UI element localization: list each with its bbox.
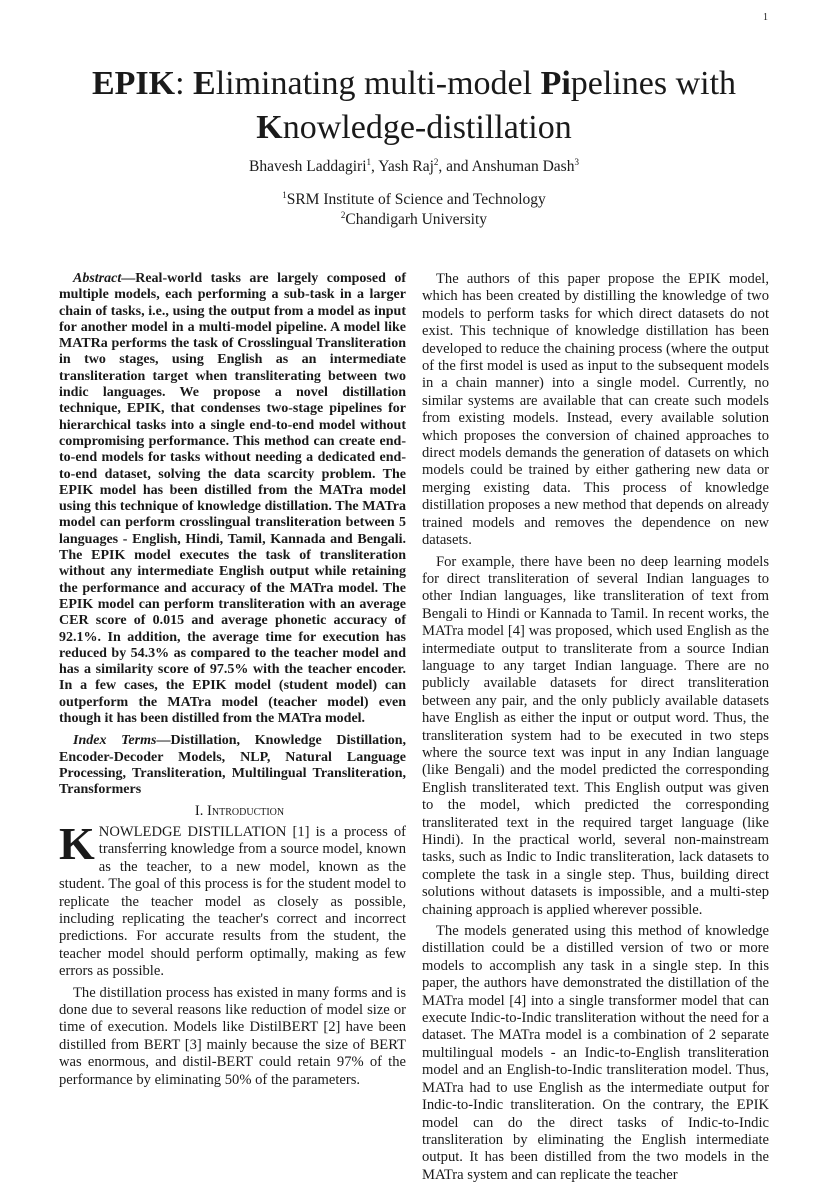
intro-paragraph: The models generated using this method of knowledge distillation could be a distilled version of two or more models to accomplish any task in a single step. In this paper, the authors have demonstrated the distillation of the MATra model [4] into a single transformer model that can execute Indic-to-Indic transliteration without the need for a dataset. The MATra model is a combination of 2 separate multilingual models - an Indic-to-English transliteration model and an English-to-Indic transliteration model. Thus, MATra had to use English as the intermediate output for Indic-to-Indic transliteration. On the contrary, the EPIK model can do the direct tasks of Indic-to-Indic transliteration by eliminating the English intermediate output. It has been distilled from the two models in the MATra system and can replicate the teacher [422, 923, 769, 1183]
affiliation-mark: 2 [340, 209, 346, 220]
title-part: E [193, 65, 216, 102]
intro-paragraph-text: NOWLEDGE DISTILLATION [1] is a process of transferring knowledge from a source model, known as the teacher, to a new model, known as the student. The goal of this process is for the student model to replicate the teacher model as closely as possible, including replicating the teacher's correct and incorrect predictions. For accurate results from the student, the teacher model should perform optimally, making as few errors as possible. [59, 823, 406, 980]
section-number: I. [194, 802, 208, 819]
index-terms-lead: Index Terms [73, 733, 157, 749]
title-part: liminating multi-model [215, 65, 541, 102]
paper-title [40, 62, 788, 150]
section-heading [59, 803, 406, 820]
affiliation-name: SRM Institute of Science and Technology [286, 191, 546, 208]
right-column [422, 271, 769, 1184]
drop-cap: K [59, 817, 95, 869]
title-part: Pi [540, 65, 571, 102]
page-number: 1 [763, 12, 768, 23]
author-affil-mark: 1 [366, 156, 372, 167]
affiliation-mark: 1 [282, 189, 287, 200]
intro-paragraph: The authors of this paper propose the EPIK model, which has been created by distilling the knowledge of two models to perform tasks for which direct datasets do not exist. This technique of knowledge distillation has been developed to reduce the chaining process (where the output of the first model is used as input to the subsequent models in a chain manner) into a single model. Currently, no similar systems are available that can create such models from existing models. Instead, every available solution which proposes the conversion of chained approaches to direct models demands the generation of datasets on which models could be trained by either gathering new data or merging existing data. This process of knowledge distillation proposes a new method that depends on already trained models and removes the dependence on new datasets. [422, 271, 769, 549]
index-terms-text: —Distillation, Knowledge Distillation, Encoder-Decoder Models, NLP, Natural Language Processing, Transliteration, Multilingual Transliteration, Transformers [59, 733, 406, 798]
affiliation-name: Chandigarh University [345, 211, 488, 228]
title-part: K [256, 109, 283, 146]
abstract-text: —Real-world tasks are largely composed of multiple models, each performing a sub-task in a larger chain of tasks, i.e., using the output from a model as input for another model in a multi-model pipeline. A model like MATRa performs the task of Crosslingual Transliteration in two stages, using English as an intermediate transliteration target when transliterating between two indic languages. We propose a novel distillation technique, EPIK, that condenses two-stage pipelines for hierarchical tasks into a single end-to-end model without compromising performance. This method can create end-to-end models for tasks without needing a dedicated end-to-end dataset, solving the data scarcity problem. The EPIK model has been distilled from the MATra model using this technique of knowledge distillation. The MATra model can perform crosslingual transliteration between 5 languages - English, Hindi, Tamil, Kannada and Bengali. The EPIK model executes the task of transliteration without any intermediate English output while retaining the performance and accuracy of the MATra model. The EPIK model can perform transliteration with an average CER score of 0.015 and average phonetic accuracy of 92.1%. In addition, the average time for execution has reduced by 54.3% as compared to the teacher model and has a similarity score of 97.5% with the teacher encoder. In a few cases, the EPIK model (student model) can outperform the MATra model (teacher model) even though it has been distilled from the MATra model. [59, 271, 406, 727]
author-affil-mark: 2 [433, 156, 439, 167]
intro-paragraph: The distillation process has existed in many forms and is done due to several reasons like reduction of model size or time of execution. Models like DistilBERT [2] have been distilled from BERT [3] mainly because the size of BERT was enormous, and distil-BERT could retain 97% of the performance by eliminating 50% of the parameters. [59, 984, 406, 1088]
intro-paragraph: For example, there have been no deep learning models for direct transliteration of several Indian languages to other Indian languages, like transliteration of text from Bengali to Hindi or Kannada to Tamil. In recent works, the MATra model [4] was proposed, which used English as the intermediate output to transliterate from a source Indian language to any target Indian language. There are no publicly available datasets for direct transliteration between any pair, and the only publicly available datasets have English as either the input or output word. Thus, the transliteration system had to be executed in two steps where the source text was input in any Indian language (like Bengali) and the model predicted the corresponding English transliterated text. This English output was given to the model, which predicted the corresponding transliterated text in the required target language (like Hindi). In the practical world, several non-mainstream tasks, such as Indic to Indic transliteration, lack datasets to complete the task in a single step. Thus, building direct solutions without datasets is impossible, and a multi-step chaining approach is applied wherever possible. [422, 553, 769, 918]
abstract [59, 271, 406, 727]
section-title: Introduction [207, 802, 285, 819]
title-part: pelines with [570, 65, 737, 102]
author-name: , and Anshuman Dash [438, 158, 575, 175]
left-column [59, 271, 406, 1089]
affiliation [40, 191, 788, 209]
abstract-lead: Abstract [73, 271, 122, 286]
affiliation [40, 211, 788, 229]
author-affil-mark: 3 [574, 156, 579, 167]
title-part: EPIK [91, 65, 176, 102]
title-part: : [175, 65, 194, 102]
index-terms [59, 733, 406, 798]
intro-paragraph [59, 817, 406, 981]
author-name: , Yash Raj [371, 158, 434, 175]
title-part: nowledge-distillation [282, 109, 572, 146]
author-name: Bhavesh Laddagiri [249, 158, 367, 175]
author-list [40, 158, 788, 176]
